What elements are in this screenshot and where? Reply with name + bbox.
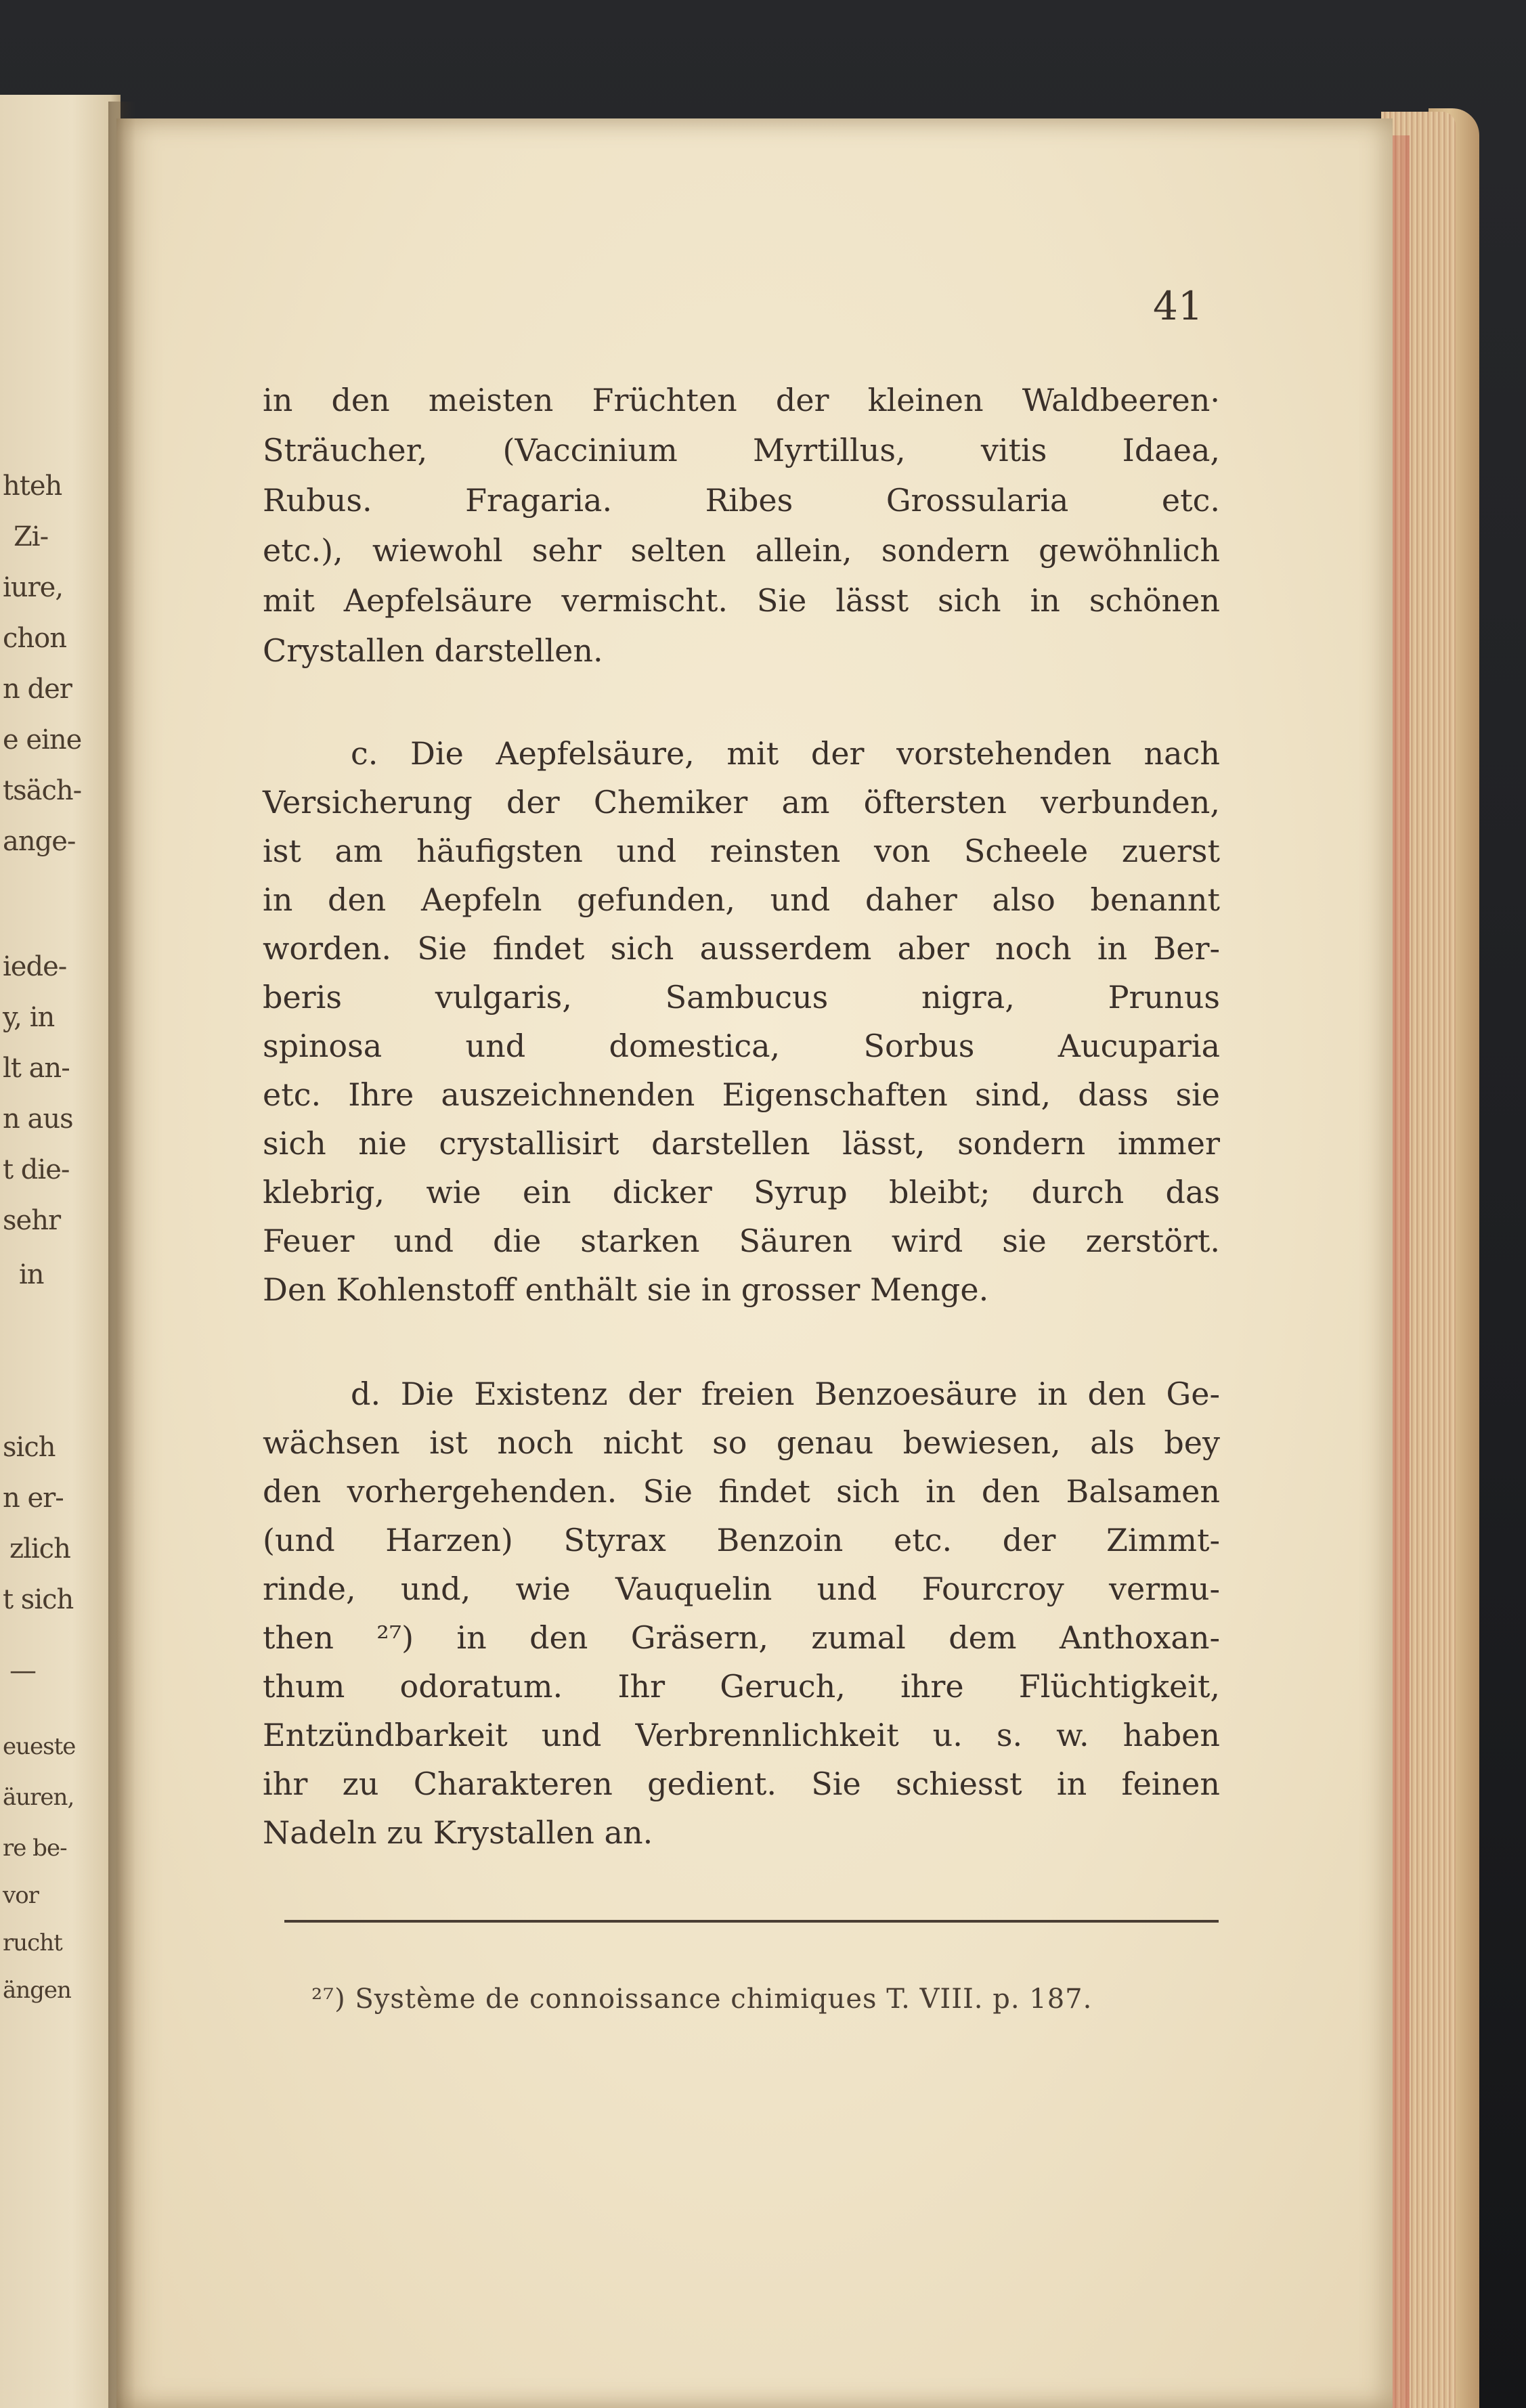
footnote-rule [284, 1920, 1219, 1923]
text-line: den vorhergehenden. Sie findet sich in den Balsamen [263, 1473, 1220, 1510]
left-page-fragment: sehr [3, 1205, 61, 1236]
left-page-fragment: iede- [3, 951, 67, 982]
page-number: 41 [1153, 283, 1203, 329]
left-page-fragment: chon [3, 623, 67, 654]
left-page-fragment: tsäch- [3, 775, 82, 806]
left-page-fragment: zlich [9, 1533, 70, 1564]
text-line: Den Kohlenstoff enthält sie in grosser Menge. [263, 1271, 989, 1308]
text-line: c. Die Aepfelsäure, mit der vorstehenden nach [351, 735, 1220, 772]
text-line: in den meisten Früchten der kleinen Waldbeeren· [263, 382, 1220, 418]
left-page-fragment: ängen [3, 1977, 71, 2004]
text-line: mit Aepfelsäure vermischt. Sie lässt sich in schönen [263, 582, 1220, 619]
text-line: d. Die Existenz der freien Benzoesäure in den Ge- [351, 1376, 1220, 1412]
text-line: etc. Ihre auszeichnenden Eigenschaften sind, dass sie [263, 1076, 1220, 1113]
text-line: spinosa und domestica, Sorbus Aucuparia [263, 1028, 1220, 1064]
left-page-fragment: äuren, [3, 1784, 74, 1811]
text-line: Entzündbarkeit und Verbrennlichkeit u. s. w. haben [263, 1717, 1220, 1753]
left-page-fragment: n er- [3, 1483, 64, 1514]
left-page-fragment: Zi- [14, 521, 49, 552]
gutter-shadow [108, 102, 135, 2408]
left-page-fragment: e eine [3, 724, 82, 756]
left-page-fragment: sich [3, 1432, 56, 1463]
text-line: worden. Sie findet sich ausserdem aber noch in Ber- [263, 930, 1220, 967]
left-page-fragment: re be- [3, 1835, 67, 1862]
text-line: ihr zu Charakteren gedient. Sie schiesst in feinen [263, 1766, 1220, 1802]
left-page-fragment: ange- [3, 826, 76, 857]
text-line: Rubus. Fragaria. Ribes Grossularia etc. [263, 482, 1220, 519]
text-line: Nadeln zu Krystallen an. [263, 1814, 653, 1851]
left-page-fragment: in [19, 1259, 44, 1290]
left-page-fragment: n aus [3, 1103, 73, 1135]
text-line: Crystallen darstellen. [263, 632, 603, 669]
previous-page-strip [0, 95, 121, 2408]
left-page-fragment: rucht [3, 1929, 62, 1956]
text-line: thum odoratum. Ihr Geruch, ihre Flüchtigkeit, [263, 1668, 1220, 1705]
text-line: wächsen ist noch nicht so genau bewiesen, als bey [263, 1424, 1220, 1461]
text-line: sich nie crystallisirt darstellen lässt, sondern immer [263, 1125, 1220, 1162]
left-page-fragment: lt an- [3, 1053, 70, 1084]
left-page-fragment: hteh [3, 470, 62, 502]
left-page-fragment: n der [3, 674, 72, 705]
text-line: rinde, und, wie Vauquelin und Fourcroy vermu- [263, 1571, 1220, 1607]
text-line: in den Aepfeln gefunden, und daher also benannt [263, 881, 1220, 918]
text-line: ist am häufigsten und reinsten von Scheele zuerst [263, 833, 1220, 869]
left-page-fragment: t sich [3, 1584, 74, 1615]
left-page-fragment: t die- [3, 1154, 70, 1185]
footnote: ²⁷) Système de connoissance chimiques T. VIII. p. 187. [311, 1984, 1093, 2015]
left-page-fragment: iure, [3, 572, 64, 603]
text-line: beris vulgaris, Sambucus nigra, Prunus [263, 979, 1220, 1015]
left-page-fragment: — [9, 1655, 36, 1686]
left-page-fragment: y, in [3, 1002, 55, 1033]
text-line: (und Harzen) Styrax Benzoin etc. der Zimmt- [263, 1522, 1220, 1558]
text-line: Feuer und die starken Säuren wird sie zerstört. [263, 1223, 1220, 1259]
left-page-fragment: vor [3, 1882, 39, 1909]
text-line: etc.), wiewohl sehr selten allein, sondern gewöhnlich [263, 532, 1220, 569]
text-line: Versicherung der Chemiker am öftersten verbunden, [263, 784, 1220, 820]
left-page-fragment: eueste [3, 1733, 76, 1760]
text-line: Sträucher, (Vaccinium Myrtillus, vitis Idaea, [263, 432, 1220, 468]
text-line: then ²⁷) in den Gräsern, zumal dem Anthoxan- [263, 1619, 1220, 1656]
text-line: klebrig, wie ein dicker Syrup bleibt; durch das [263, 1174, 1220, 1210]
